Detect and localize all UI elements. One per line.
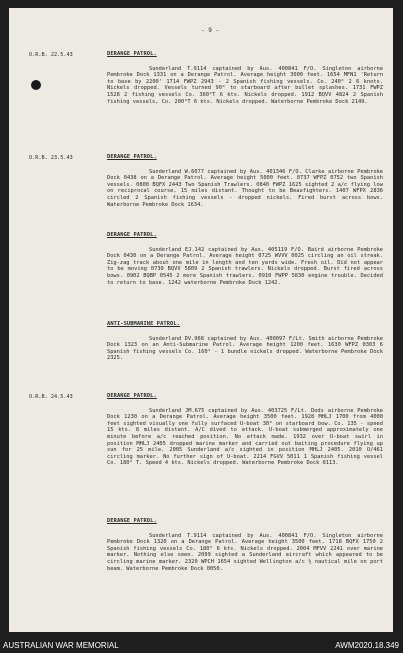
patrol-entry-6 bbox=[107, 518, 383, 572]
patrol-entry-2 bbox=[107, 154, 383, 208]
section-heading: DERANGE PATROL. bbox=[107, 154, 157, 160]
archive-name: AUSTRALIAN WAR MEMORIAL bbox=[3, 641, 119, 650]
patrol-entry-3 bbox=[107, 232, 383, 286]
section-text: Sunderland EJ.142 captained by Aus. 405119 F/O. Baird airborne Pembroke Dock 0430 on a Derange Patrol. Average height 0725 WVVV 0025 circling an oil streak. Zig-zag track about one mile in length and ten yards wide. Fresh oil. Did not appear to be moving 0730 BQVV 5809 2 Spanish trawlers. Nickels dropped. Burst fired across bows. 0902 BQBP 0545 2 more Spanish trawlers. 0910 FWPP 5830 engine trouble. Decided to return to base. 1242 waterborne Pembroke Dock 1242. bbox=[107, 246, 383, 286]
section-text: Sunderland T.9114 captained by Aus. 400841 F/O. Singleton airborne Pembroke Dock 1331 on a Derange Patrol. Average height 3000 feet. 1654 MFN1 'Return to base by 2200' 1714 FWPZ 2943 - 2 Spanish fishing vessels. Co. 240° 2 6 knots. Nickels dropped. Vessels turned 90° to starboard after bullet splashes. 1731 FWPZ 1528 2 fishing vessels Co. 360°T 6 kts. Nickels dropped. 1912 BQVV 4824 2 Spanish fishing vessels, Co. 200°T 6 kts. Nickels dropped. Waterborne Pembroke Dock 2149. bbox=[107, 65, 383, 105]
page-number: - 9 - bbox=[201, 27, 220, 34]
patrol-entry-1 bbox=[107, 51, 383, 105]
orb-date-1: O.R.B. 22.5.43 bbox=[29, 52, 73, 58]
section-text: Sunderland T.9114 captained by Aus. 400841 F/O. Singleton airborne Pembroke Dock 1320 on a Derange Patrol. Average height 3500 feet. 1718 BQFX 1750 2 Spanish fishing vessels Co. 180° 6 kts. Nickels dropped. 2004 MFVV 2241 over marine marker. Nothing else seen. 2009 sighted a Sunderland aircraft which appeared to be circling marine marker. 2320 WPCH 1654 sighted Wellington a/c ½ nautical mile on port beam. Waterborne Pembroke Dock 0050. bbox=[107, 532, 383, 572]
punch-hole bbox=[31, 80, 41, 90]
section-text: Sunderland DV.968 captained by Aus. 400097 F/Lt. Smith airborne Pembroke Dock 1323 on an Anti-Submarine Patrol. Average height 1200 feet. 1630 WFPZ 0303 6 Spanish fishing vessels Co. 160° - 1 bundle nickels dropped. Waterborne Pembroke Dock 2325. bbox=[107, 335, 383, 362]
document-page bbox=[9, 8, 393, 632]
section-heading: DERANGE PATROL. bbox=[107, 232, 157, 238]
section-heading: ANTI-SUBMARINE PATROL. bbox=[107, 321, 180, 327]
section-text: Sunderland JM.675 captained by Aus. 403725 F/Lt. Dods airborne Pembroke Dock 1230 on a Derange Patrol. Average height 3500 feet. 1928 MHLJ 1700 from 4000 feet sighted visually one fully surfaced U-boat 30° on starboard bow. Co. 135 - speed 15 kts. 8 miles distant. A/C dived to attack. U-boat submerged approximately one minute before a/c reached position. No attack made. 1932 over U-boat swirl in position MHLJ 2405 dropped marine marker and carried out baiting procedure flying up sun for 25 mile. 2005 Sunderland a/c sighted in position MHLJ 2405. 2010 O/461 circling marker. No further sign of U-boat. 2214 FGVV 5011 1 Spanish fishing vessel Co. 180° T. Speed 4 kts. Nickels dropped. Waterborne Pembroke Dock 0113. bbox=[107, 407, 383, 467]
archive-reference: AWM2020.18.349 bbox=[335, 641, 399, 650]
patrol-entry-5 bbox=[107, 393, 383, 467]
section-text: Sunderland W.6077 captained by Aus. 401346 F/O. Clarke airborne Pembroke Dock 0438 on a Derange Patrol. Average height 5000 feet. 0737 WFPZ 0752 two Spanish vessels. 0800 BQFX 2443 Two Spanish Trawlers. 0840 FWPZ 1625 sighted 2 a/c flying low on reciprocal course, 15 miles distant. Thought to be Beaufighters. 1407 WFPX 2836 circled 2 Spanish fishing vessels - dropped nickels. Fired burst across bows. Waterborne Pembroke Dock 1634. bbox=[107, 168, 383, 208]
section-heading: DERANGE PATROL. bbox=[107, 393, 157, 399]
archive-footer bbox=[0, 637, 403, 653]
orb-date-2: O.R.B. 23.5.43 bbox=[29, 155, 73, 161]
section-heading: DERANGE PATROL. bbox=[107, 51, 157, 57]
patrol-entry-4 bbox=[107, 321, 383, 362]
orb-date-3: O.R.B. 24.5.43 bbox=[29, 394, 73, 400]
section-heading: DERANGE PATROL. bbox=[107, 518, 157, 524]
